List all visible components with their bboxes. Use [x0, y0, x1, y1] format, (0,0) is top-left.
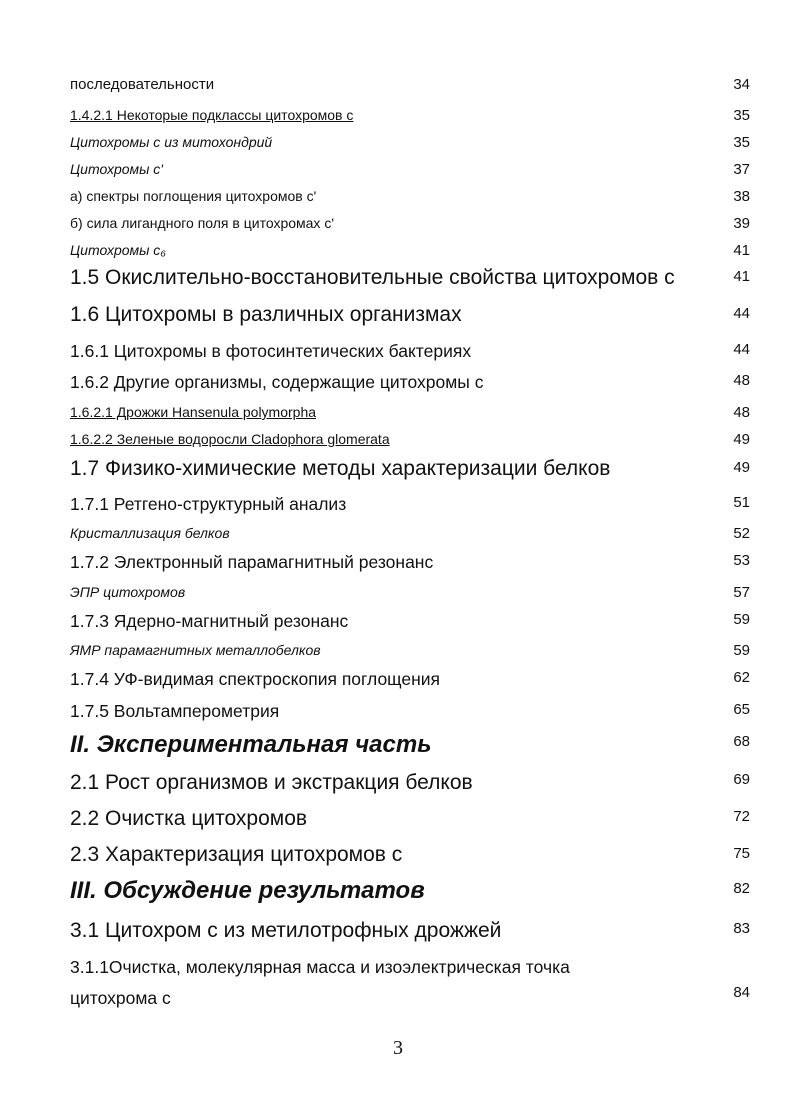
- toc-section-heading: 1.7 Физико-химические методы характеризации белков: [70, 457, 611, 480]
- toc-entry: 1.7.5 Вольтамперометрия: [70, 701, 280, 721]
- toc-entry: 1.6.1 Цитохромы в фотосинтетических бактериях: [70, 341, 472, 361]
- toc-part-heading: III. Обсуждение результатов: [70, 877, 425, 904]
- toc-page-number: 48: [733, 372, 750, 389]
- toc-entry: б) сила лигандного поля в цитохромах c': [70, 215, 334, 231]
- toc-entry: 1.7.3 Ядерно-магнитный резонанс: [70, 611, 349, 631]
- toc-page-number: 72: [733, 808, 750, 825]
- toc-page-number: 35: [733, 134, 750, 151]
- toc-page-number: 84: [733, 984, 750, 1001]
- toc-page-number: 41: [733, 242, 750, 259]
- toc-page-number: 83: [733, 920, 750, 937]
- toc-page-number: 49: [733, 431, 750, 448]
- toc-page-number: 34: [733, 76, 750, 93]
- toc-page-number: 48: [733, 404, 750, 421]
- toc-page-number: 75: [733, 845, 750, 862]
- toc-page-number: 44: [733, 341, 750, 358]
- toc-entry: ЯМР парамагнитных металлобелков: [70, 642, 321, 658]
- toc-page-number: 53: [733, 552, 750, 569]
- toc-page-number: 44: [733, 305, 750, 322]
- toc-page-number: 82: [733, 880, 750, 897]
- toc-page-number: 38: [733, 188, 750, 205]
- toc-entry: 1.6.2.1 Дрожжи Hansenula polymorpha: [70, 404, 317, 420]
- toc-page-number: 62: [733, 669, 750, 686]
- toc-section-heading: 2.1 Рост организмов и экстракция белков: [70, 771, 473, 794]
- toc-entry: а) спектры поглощения цитохромов c': [70, 188, 317, 204]
- toc-page-number: 35: [733, 107, 750, 124]
- toc-page-number: 65: [733, 701, 750, 718]
- toc-page-number: 59: [733, 611, 750, 628]
- toc-entry: 3.1.1Очистка, молекулярная масса и изоэлектрическая точка: [70, 957, 570, 977]
- toc-page-number: 59: [733, 642, 750, 659]
- toc-entry: Цитохромы c из митохондрий: [70, 134, 273, 150]
- toc-entry: 1.7.2 Электронный парамагнитный резонанс: [70, 552, 434, 572]
- toc-part-heading: II. Экспериментальная часть: [70, 731, 432, 758]
- toc-page-number: 69: [733, 771, 750, 788]
- page-number: 3: [393, 1037, 403, 1059]
- toc-entry: 1.4.2.1 Некоторые подклассы цитохромов c: [70, 107, 354, 123]
- toc-entry: ЭПР цитохромов: [70, 584, 186, 600]
- toc-entry: Цитохромы c': [70, 161, 163, 177]
- toc-page-number: 52: [733, 525, 750, 542]
- toc-page-number: 49: [733, 459, 750, 476]
- toc-entry: цитохрома c: [70, 988, 171, 1008]
- toc-section-heading: 2.3 Характеризация цитохромов c: [70, 843, 403, 866]
- toc-page-number: 68: [733, 733, 750, 750]
- toc-section-heading: 1.5 Окислительно-восстановительные свойства цитохромов c: [70, 266, 675, 289]
- toc-section-heading: 3.1 Цитохром c из метилотрофных дрожжей: [70, 919, 502, 942]
- toc-page-number: 57: [733, 584, 750, 601]
- toc-page-number: 39: [733, 215, 750, 232]
- toc-page-number: 37: [733, 161, 750, 178]
- toc-section-heading: 1.6 Цитохромы в различных организмах: [70, 303, 462, 326]
- toc-entry: 1.6.2 Другие организмы, содержащие цитохромы c: [70, 372, 484, 392]
- toc-section-heading: 2.2 Очистка цитохромов: [70, 807, 308, 830]
- toc-entry: 1.7.1 Ретгено-структурный анализ: [70, 494, 347, 514]
- toc-entry: последовательности: [70, 76, 215, 93]
- toc-entry: 1.7.4 УФ-видимая спектроскопия поглощения: [70, 669, 441, 689]
- toc-entry: 1.6.2.2 Зеленые водоросли Cladophora glomerata: [70, 431, 390, 447]
- toc-page-number: 51: [733, 494, 750, 511]
- toc-entry: Цитохромы c₆: [70, 242, 166, 258]
- toc-entry: Кристаллизация белков: [70, 525, 230, 541]
- toc-page-number: 41: [733, 268, 750, 285]
